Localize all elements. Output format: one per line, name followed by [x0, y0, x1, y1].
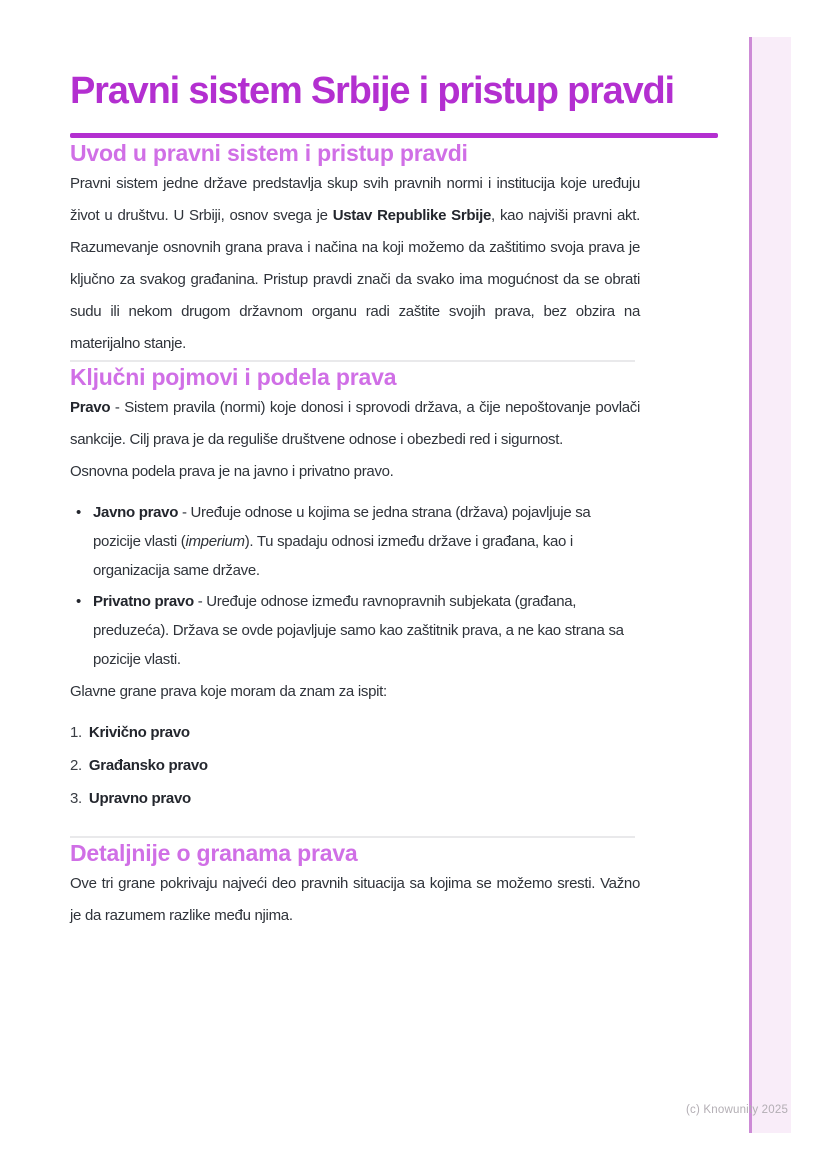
- bullet-icon: •: [76, 504, 81, 521]
- item-number: 1.: [70, 724, 82, 741]
- section-heading-details: Detaljnije o granama prava: [70, 840, 358, 866]
- side-accent-stripe: [749, 37, 791, 1133]
- item-number: 3.: [70, 790, 82, 807]
- paragraph-details: Ove tri grane pokrivaju najveći deo pravnih situacija sa kojima se možemo sresti. Važno je da razumem razlike među njima.: [70, 875, 640, 924]
- paragraph-text: Pravni sistem jedne države predstavlja skup svih pravnih normi i institucija koje uređuju život u društvu. U Srbiji, osnov svega je: [70, 175, 640, 224]
- paragraph-text: - Uređuje odnose između ravnopravnih subjekata (građana, preduzeća). Država se ovde pojavljuje samo kao zaštitnik prava, a ne kao strana sa pozicije vlasti.: [93, 593, 624, 668]
- paragraph-pravo: [70, 392, 640, 456]
- watermark: (c) Knowunity 2025: [686, 1104, 789, 1116]
- item-label: Građansko pravo: [88, 757, 208, 774]
- section-heading-intro: Uvod u pravni sistem i pristup pravdi: [70, 140, 468, 166]
- paragraph-text: - Sistem pravila (normi) koje donosi i sprovodi država, a čije nepoštovanje povlači sankcije. Cilj prava je da reguliše društvene odnose i obezbedi red i sigurnost.: [70, 399, 640, 448]
- paragraph-glavne: Glavne grane prava koje moram da znam za ispit:: [70, 683, 387, 700]
- page-title: Pravni sistem Srbije i pristup pravdi: [70, 70, 674, 112]
- paragraph-text: - Uređuje odnose u kojima se jedna strana (država) pojavljuje sa pozicije vlasti (: [93, 504, 591, 550]
- list-item: [70, 498, 633, 585]
- paragraph-text: ). Tu spadaju odnosi između države i građana, kao i organizacija same države.: [93, 533, 573, 579]
- bold-term: Pravo: [70, 399, 111, 416]
- bold-term: Privatno pravo: [93, 593, 194, 610]
- numbered-list: [70, 718, 725, 813]
- bullet-icon: •: [76, 593, 81, 610]
- bold-term: Ustav Republike Srbije: [332, 207, 492, 224]
- list-item: [70, 587, 633, 674]
- document-content: [70, 0, 725, 932]
- paragraph-text: , kao najviši pravni akt. Razumevanje osnovnih grana prava i načina na koji možemo da zaštitimo svoja prava je ključno za svakog građanina. Pristup pravdi znači da svako ima mogućnost da se obrati sudu ili nekom drugom državnom organu radi zaštite svojih prava, bez obzira na materijalno stanje.: [70, 207, 640, 352]
- italic-term: imperium: [185, 533, 245, 550]
- list-item: [70, 718, 725, 747]
- list-item: [70, 784, 725, 813]
- item-label: Krivično pravo: [88, 724, 190, 741]
- paragraph-intro: [70, 168, 640, 360]
- list-item: [70, 751, 725, 780]
- section-heading-concepts: Ključni pojmovi i podela prava: [70, 364, 397, 390]
- item-number: 2.: [70, 757, 82, 774]
- item-label: Upravno pravo: [88, 790, 191, 807]
- bold-term: Javno pravo: [93, 504, 179, 521]
- bullet-list: [70, 498, 633, 674]
- paragraph-podela: Osnovna podela prava je na javno i privatno pravo.: [70, 463, 394, 480]
